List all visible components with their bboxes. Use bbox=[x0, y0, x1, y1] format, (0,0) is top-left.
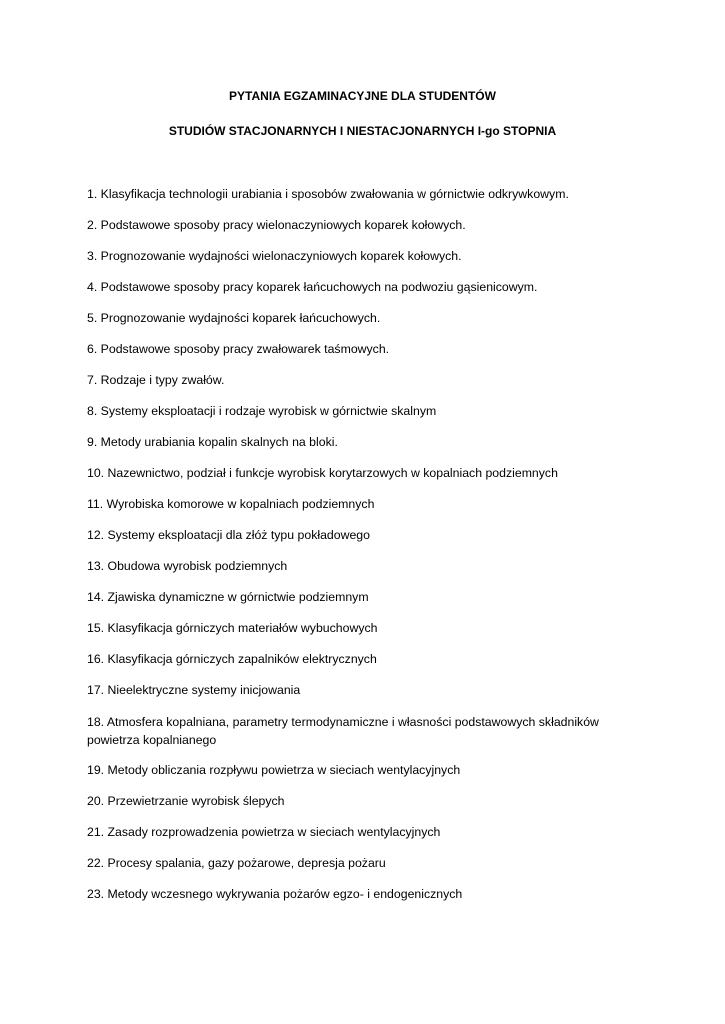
question-item: 4. Podstawowe sposoby pracy koparek łańcuchowych na podwoziu gąsienicowym. bbox=[87, 280, 538, 294]
question-item: 7. Rodzaje i typy zwałów. bbox=[87, 373, 225, 387]
question-item: 9. Metody urabiania kopalin skalnych na bloki. bbox=[87, 435, 338, 449]
question-item: 20. Przewietrzanie wyrobisk ślepych bbox=[87, 794, 285, 808]
question-item: 17. Nieelektryczne systemy inicjowania bbox=[87, 683, 301, 697]
question-item: 22. Procesy spalania, gazy pożarowe, depresja pożaru bbox=[87, 856, 386, 870]
question-item: 15. Klasyfikacja górniczych materiałów wybuchowych bbox=[87, 621, 378, 635]
question-item: 21. Zasady rozprowadzenia powietrza w sieciach wentylacyjnych bbox=[87, 825, 441, 839]
question-item: 13. Obudowa wyrobisk podziemnych bbox=[87, 559, 288, 573]
question-item: 2. Podstawowe sposoby pracy wielonaczyniowych koparek kołowych. bbox=[87, 218, 466, 232]
question-item: 23. Metody wczesnego wykrywania pożarów egzo- i endogenicznych bbox=[87, 887, 463, 901]
question-item: 5. Prognozowanie wydajności koparek łańcuchowych. bbox=[87, 311, 381, 325]
question-item: 6. Podstawowe sposoby pracy zwałowarek taśmowych. bbox=[87, 342, 390, 356]
question-item: 16. Klasyfikacja górniczych zapalników elektrycznych bbox=[87, 652, 377, 666]
question-item: 18. Atmosfera kopalniana, parametry termodynamiczne i własności podstawowych składników powietrza kopalnianego bbox=[87, 715, 599, 747]
document-title: PYTANIA EGZAMINACYJNE DLA STUDENTÓW bbox=[229, 89, 496, 103]
question-list bbox=[87, 186, 647, 917]
question-item: 11. Wyrobiska komorowe w kopalniach podziemnych bbox=[87, 497, 375, 511]
question-item: 1. Klasyfikacja technologii urabiania i sposobów zwałowania w górnictwie odkrywkowym. bbox=[87, 187, 569, 201]
question-item: 12. Systemy eksploatacji dla złóż typu pokładowego bbox=[87, 528, 370, 542]
question-item: 10. Nazewnictwo, podział i funkcje wyrobisk korytarzowych w kopalniach podziemnych bbox=[87, 466, 558, 480]
question-item: 14. Zjawiska dynamiczne w górnictwie podziemnym bbox=[87, 590, 369, 604]
question-item: 19. Metody obliczania rozpływu powietrza w sieciach wentylacyjnych bbox=[87, 763, 461, 777]
document-subtitle: STUDIÓW STACJONARNYCH I NIESTACJONARNYCH I-go STOPNIA bbox=[168, 124, 557, 138]
question-item: 8. Systemy eksploatacji i rodzaje wyrobisk w górnictwie skalnym bbox=[87, 404, 437, 418]
question-item: 3. Prognozowanie wydajności wielonaczyniowych koparek kołowych. bbox=[87, 249, 462, 263]
